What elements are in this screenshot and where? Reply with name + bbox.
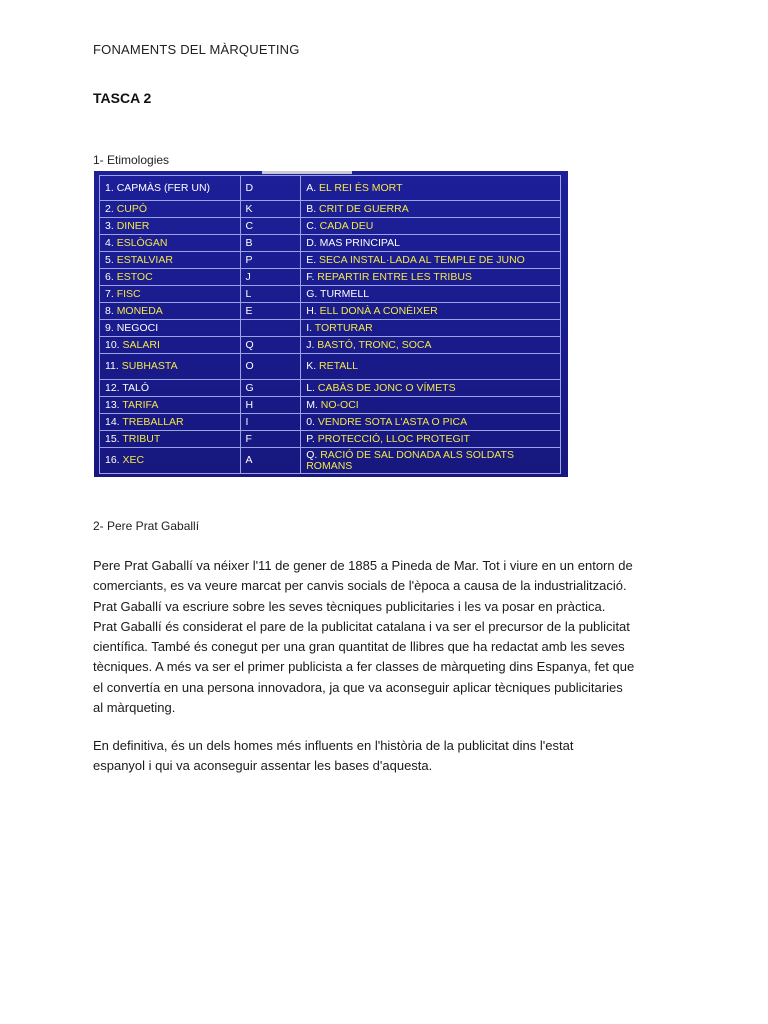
table-row <box>100 380 561 397</box>
word-number: 10. <box>105 338 120 351</box>
letter-cell: O <box>240 354 301 380</box>
meaning-text: TORTURAR <box>314 321 373 334</box>
table-row <box>100 303 561 320</box>
section-title-etymologies: 1- Etimologies <box>93 153 170 167</box>
table-row <box>100 176 561 201</box>
table-row <box>100 354 561 380</box>
paragraph-line: En definitiva, és un dels homes més influents en l'història de la publicitat dins l'estat <box>93 738 574 753</box>
paragraph-line: científica. També és conegut per una gran quantitat de llibres que ha redactat amb les seves <box>93 639 625 655</box>
word-text: ESTALVIAR <box>116 253 173 266</box>
meaning-code: C. <box>306 219 317 232</box>
word-text: MONEDA <box>116 304 163 317</box>
meaning-text: BASTÓ, TRONC, SOCA <box>317 338 432 351</box>
task-title: TASCA 2 <box>93 90 152 106</box>
table-row <box>100 269 561 286</box>
table-row <box>100 235 561 252</box>
word-text: DINER <box>116 219 150 232</box>
word-cell <box>100 337 241 354</box>
letter-cell: D <box>240 176 301 201</box>
meaning-cell <box>301 337 561 354</box>
word-cell <box>100 269 241 286</box>
word-text: XEC <box>122 454 145 466</box>
word-cell <box>100 397 241 414</box>
word-number: 16. <box>105 454 120 466</box>
letter-cell: Q <box>240 337 301 354</box>
word-text: TRIBUT <box>122 432 161 445</box>
word-cell <box>100 414 241 431</box>
word-cell <box>100 252 241 269</box>
table-row <box>100 320 561 337</box>
meaning-code: Q. <box>306 448 318 461</box>
meaning-code: E. <box>306 253 317 266</box>
paragraph-biography <box>93 556 693 718</box>
letter-cell: G <box>240 380 301 397</box>
meaning-code: H. <box>306 304 317 317</box>
word-cell <box>100 354 241 380</box>
word-text: SUBHASTA <box>121 360 178 372</box>
word-number: 13. <box>105 398 120 411</box>
table-row <box>100 414 561 431</box>
meaning-cell <box>301 414 561 431</box>
meaning-code: A. <box>306 181 317 194</box>
word-number: 6. <box>105 270 114 283</box>
word-number: 8. <box>105 304 114 317</box>
word-text: CAPMÀS (FER UN) <box>116 181 211 194</box>
paragraph-line: espanyol i qui va aconseguir assentar les bases d'aquesta. <box>93 758 433 774</box>
letter-cell: J <box>240 269 301 286</box>
word-number: 1. <box>105 181 114 194</box>
letter-cell: H <box>240 397 301 414</box>
section-title-pere-prat: 2- Pere Prat Gaballí <box>93 519 200 533</box>
word-cell <box>100 235 241 252</box>
meaning-text: RACIÓ DE SAL DONADA ALS SOLDATS ROMANS <box>306 448 514 472</box>
word-text: ESTOC <box>116 270 153 283</box>
word-text: TALÓ <box>122 381 149 394</box>
word-text: CUPÓ <box>116 202 148 215</box>
table-row <box>100 397 561 414</box>
meaning-text: CABÀS DE JONC O VÍMETS <box>317 381 456 394</box>
letter-cell <box>240 320 301 337</box>
letter-cell: P <box>240 252 301 269</box>
meaning-cell <box>301 201 561 218</box>
meaning-text: CRIT DE GUERRA <box>319 202 409 215</box>
word-cell <box>100 320 241 337</box>
paragraph-line: Prat Gaballí va escriure sobre les seves tècniques publicitaries i les va posar en pràctica. <box>93 598 606 614</box>
table-row <box>100 252 561 269</box>
meaning-text: SECA INSTAL·LADA AL TEMPLE DE JUNO <box>319 253 525 266</box>
letter-cell: A <box>240 448 301 474</box>
table-top-strip <box>262 171 352 174</box>
word-cell <box>100 176 241 201</box>
meaning-text: REPARTIR ENTRE LES TRIBUS <box>317 270 472 283</box>
meaning-code: L. <box>306 381 315 394</box>
meaning-code: G. <box>306 287 318 300</box>
meaning-cell <box>301 448 561 474</box>
paragraph-line: el convertía en una persona innovadora, ja que va aconseguir aplicar tècniques publicitaries <box>93 679 623 695</box>
meaning-code: M. <box>306 398 318 411</box>
word-number: 12. <box>105 381 120 394</box>
meaning-cell <box>301 354 561 380</box>
word-text: FISC <box>116 287 141 300</box>
table-row <box>100 337 561 354</box>
meaning-code: B. <box>306 202 317 215</box>
etymology-table-image <box>94 171 568 477</box>
word-number: 2. <box>105 202 114 215</box>
paragraph-line: Pere Prat Gaballí va néixer l'11 de gener de 1885 a Pineda de Mar. Tot i viure en un entorn de <box>93 558 633 573</box>
meaning-cell <box>301 218 561 235</box>
meaning-cell <box>301 235 561 252</box>
word-cell <box>100 218 241 235</box>
meaning-cell <box>301 431 561 448</box>
word-cell <box>100 201 241 218</box>
meaning-text: RETALL <box>319 360 358 372</box>
document-header: FONAMENTS DEL MÀRQUETING <box>93 42 300 57</box>
paragraph-line: tècniques. A més va ser el primer publicista a fer classes de màrqueting dins Espanya, fet que <box>93 659 635 675</box>
meaning-cell <box>301 269 561 286</box>
meaning-code: I. <box>306 321 313 334</box>
letter-cell: E <box>240 303 301 320</box>
word-number: 4. <box>105 236 114 249</box>
meaning-cell <box>301 380 561 397</box>
meaning-code: 0. <box>306 415 315 428</box>
word-number: 5. <box>105 253 114 266</box>
paragraph-line: comerciants, es va veure marcat per canvis socials de l'època a causa de la industrialització. <box>93 578 627 594</box>
letter-cell: I <box>240 414 301 431</box>
word-number: 15. <box>105 432 120 445</box>
word-text: ESLÒGAN <box>116 236 168 249</box>
letter-cell: L <box>240 286 301 303</box>
letter-cell: C <box>240 218 301 235</box>
meaning-text: MAS PRINCIPAL <box>319 236 400 249</box>
meaning-text: PROTECCIÓ, LLOC PROTEGIT <box>317 432 470 445</box>
word-cell <box>100 303 241 320</box>
meaning-text: TURMELL <box>320 287 370 300</box>
meaning-code: P. <box>306 432 315 445</box>
paragraph-line: al màrqueting. <box>93 700 176 716</box>
table-row <box>100 448 561 474</box>
table-row <box>100 286 561 303</box>
paragraph-line: Prat Gaballí és considerat el pare de la publicitat catalana i va ser el precursor de la publicitat <box>93 618 630 634</box>
letter-cell: F <box>240 431 301 448</box>
meaning-text: CADA DEU <box>319 219 374 232</box>
word-cell <box>100 286 241 303</box>
letter-cell: K <box>240 201 301 218</box>
word-text: TARIFA <box>122 398 159 411</box>
table-row <box>100 218 561 235</box>
word-text: SALARI <box>122 338 160 351</box>
meaning-cell <box>301 320 561 337</box>
word-number: 9. <box>105 321 114 334</box>
meaning-text: EL REI ÉS MORT <box>319 181 403 194</box>
word-number: 3. <box>105 219 114 232</box>
meaning-code: D. <box>306 236 317 249</box>
word-text: TREBALLAR <box>122 415 184 428</box>
meaning-cell <box>301 397 561 414</box>
meaning-text: ELL DONÀ A CONÈIXER <box>319 304 438 317</box>
word-cell <box>100 448 241 474</box>
meaning-cell <box>301 286 561 303</box>
letter-cell: B <box>240 235 301 252</box>
meaning-cell <box>301 303 561 320</box>
word-text: NEGOCI <box>116 321 159 334</box>
word-number: 7. <box>105 287 114 300</box>
word-cell <box>100 431 241 448</box>
table-row <box>100 431 561 448</box>
meaning-cell <box>301 176 561 201</box>
meaning-text: NO-OCI <box>320 398 359 411</box>
meaning-code: K. <box>306 360 317 372</box>
meaning-cell <box>301 252 561 269</box>
word-number: 14. <box>105 415 120 428</box>
meaning-code: J. <box>306 338 315 351</box>
meaning-code: F. <box>306 270 315 283</box>
word-number: 11. <box>105 360 119 372</box>
etymology-table <box>99 175 561 474</box>
word-cell <box>100 380 241 397</box>
paragraph-conclusion <box>93 736 693 777</box>
meaning-text: VENDRE SOTA L'ASTA O PICA <box>317 415 468 428</box>
table-row <box>100 201 561 218</box>
